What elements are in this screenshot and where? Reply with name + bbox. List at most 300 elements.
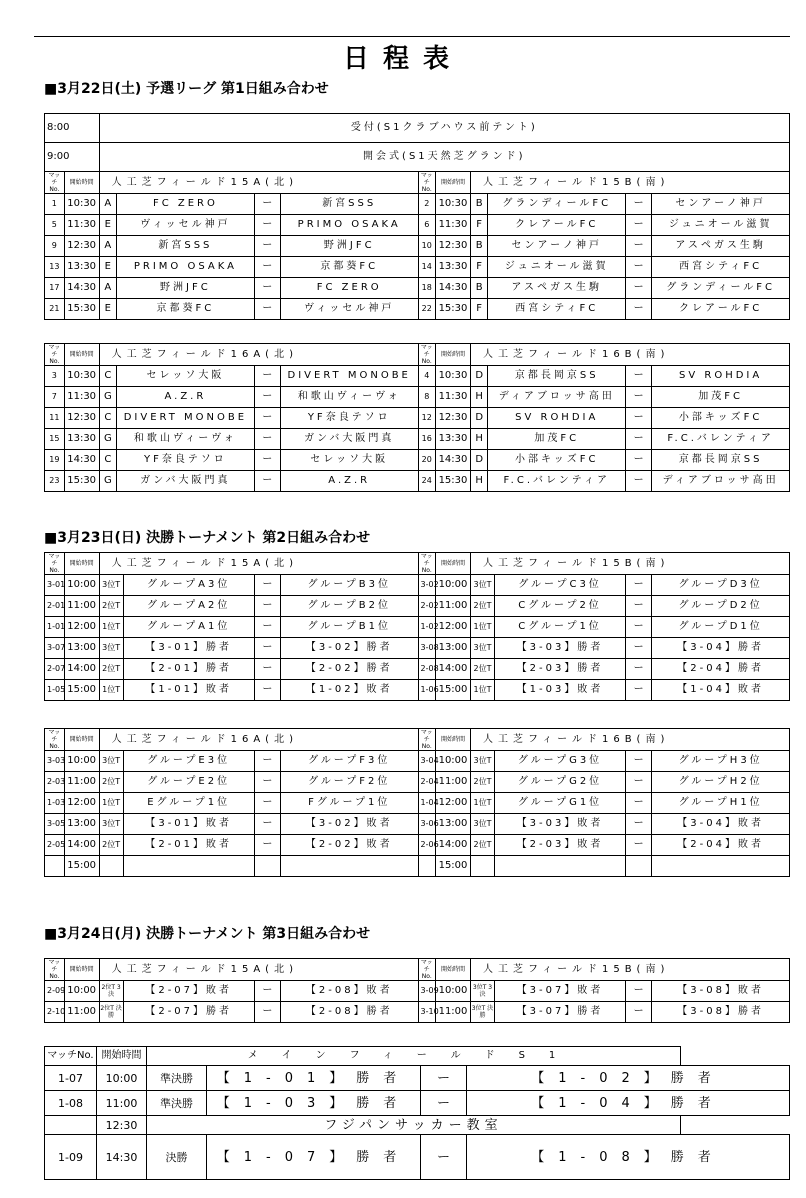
home-team: グループE3位: [123, 751, 254, 772]
versus-dash: ー: [626, 751, 652, 772]
group: B: [470, 278, 487, 299]
match-row: [45, 835, 790, 856]
match-no: 13: [45, 257, 65, 278]
versus-dash: ー: [254, 575, 280, 596]
away-team: 【2-04】敗者: [652, 835, 790, 856]
away-team: SV ROHDIA: [652, 366, 790, 387]
match-no: [45, 1116, 97, 1135]
stage: 決勝: [147, 1135, 207, 1180]
match-no: 16: [418, 429, 435, 450]
group: 1位T: [470, 680, 494, 701]
versus-dash: ー: [421, 1091, 467, 1116]
home-team: Cグループ1位: [495, 617, 626, 638]
match-no: 10: [418, 236, 435, 257]
versus-dash: ー: [254, 387, 280, 408]
match-no-header: マッチNo.: [45, 959, 65, 981]
match-no: 3-01: [45, 575, 65, 596]
away-team: クレアールFC: [652, 299, 790, 320]
day2-table-15: [44, 552, 790, 701]
group: 2位T: [99, 659, 123, 680]
away-team: 【1-02】勝者: [467, 1066, 790, 1091]
group: 2位T: [99, 596, 123, 617]
match-row: [45, 257, 790, 278]
versus-dash: ー: [254, 194, 280, 215]
versus-dash: ー: [626, 680, 652, 701]
day2-heading: ■3月23日(日) 決勝トーナメント 第2日組み合わせ: [44, 530, 371, 546]
home-team: A.Z.R: [117, 387, 255, 408]
match-no: [45, 856, 65, 877]
versus-dash: ー: [626, 471, 652, 492]
home-team: DIVERT MONOBE: [117, 408, 255, 429]
start-time: 10:00: [97, 1066, 147, 1091]
page-title: 日程表: [342, 44, 463, 74]
versus-dash: ー: [626, 387, 652, 408]
group: 3位T: [470, 814, 494, 835]
match-no: 18: [418, 278, 435, 299]
start-time: 15:00: [436, 856, 471, 877]
group: A: [99, 194, 116, 215]
main-header-row: [45, 1047, 790, 1066]
start-time-header: 開始時間: [436, 344, 471, 366]
match-no: 15: [45, 429, 65, 450]
start-time: 11:00: [436, 596, 471, 617]
away-team: ガンバ大阪門真: [280, 429, 418, 450]
group: D: [470, 366, 487, 387]
home-team: PRIMO OSAKA: [117, 257, 255, 278]
home-team: 西宮シティFC: [488, 299, 626, 320]
match-no-header: マッチNo.: [45, 344, 65, 366]
start-time-header: 開始時間: [64, 553, 99, 575]
versus-dash: ー: [626, 236, 652, 257]
match-row: [45, 638, 790, 659]
match-no: 2-05: [45, 835, 65, 856]
away-team: グループH3位: [652, 751, 790, 772]
away-team: [280, 856, 418, 877]
away-team: 【3-04】敗者: [652, 814, 790, 835]
versus-dash: ー: [254, 299, 280, 320]
match-no: 12: [418, 408, 435, 429]
away-team: 【3-04】勝者: [652, 638, 790, 659]
start-time: 11:00: [436, 772, 471, 793]
main-match-row: [45, 1091, 790, 1116]
start-time: 11:30: [64, 215, 99, 236]
main-field-header: メインフィールドS1: [147, 1047, 681, 1066]
group: G: [99, 387, 116, 408]
match-no: 24: [418, 471, 435, 492]
match-row: [45, 366, 790, 387]
home-team: 【3-01】敗者: [123, 814, 254, 835]
match-no: 3-06: [418, 814, 435, 835]
start-time: 12:30: [64, 236, 99, 257]
day2-table-16: [44, 728, 790, 877]
away-team: 【3-02】勝者: [280, 638, 418, 659]
group: 2位T: [99, 772, 123, 793]
away-team: 【3-08】敗者: [652, 981, 790, 1002]
versus-dash: ー: [254, 981, 280, 1002]
away-team: グループB2位: [280, 596, 418, 617]
away-team: 【2-04】勝者: [652, 659, 790, 680]
versus-dash: ー: [254, 236, 280, 257]
away-team: 【2-08】敗者: [280, 981, 418, 1002]
main-match-row: [45, 1135, 790, 1180]
start-time: 13:30: [64, 429, 99, 450]
start-time: 14:30: [436, 278, 471, 299]
home-team: 【1-07】勝者: [207, 1135, 421, 1180]
start-time: 10:00: [64, 575, 99, 596]
match-row: [45, 236, 790, 257]
versus-dash: ー: [626, 793, 652, 814]
group: C: [99, 366, 116, 387]
away-team: 野洲JFC: [280, 236, 418, 257]
start-time: 15:00: [64, 856, 99, 877]
match-no: [418, 856, 435, 877]
start-time: 13:30: [64, 257, 99, 278]
home-team: 【2-01】勝者: [123, 659, 254, 680]
match-no: 1-07: [45, 1066, 97, 1091]
versus-dash: ー: [254, 617, 280, 638]
home-team: 加茂FC: [488, 429, 626, 450]
group: F: [470, 299, 487, 320]
away-team: グランディールFC: [652, 278, 790, 299]
event-time: 9:00: [45, 143, 100, 172]
match-row: [45, 680, 790, 701]
versus-dash: [626, 856, 652, 877]
away-team: 【3-08】勝者: [652, 1002, 790, 1023]
away-team: セレッソ大阪: [280, 450, 418, 471]
match-row: [45, 659, 790, 680]
match-row: [45, 215, 790, 236]
away-team: PRIMO OSAKA: [280, 215, 418, 236]
home-team: セレッソ大阪: [117, 366, 255, 387]
home-team: 【3-07】敗者: [495, 981, 626, 1002]
versus-dash: ー: [254, 638, 280, 659]
header-row: [45, 344, 790, 366]
right-field-header: 人工芝フィールド16B(南): [470, 344, 789, 366]
away-team: 【1-02】敗者: [280, 680, 418, 701]
away-team: 【1-04】勝者: [467, 1091, 790, 1116]
match-no: 2-04: [418, 772, 435, 793]
match-row: [45, 450, 790, 471]
match-no: 17: [45, 278, 65, 299]
match-no: 19: [45, 450, 65, 471]
match-no: 3-08: [418, 638, 435, 659]
away-team: YF奈良テソロ: [280, 408, 418, 429]
group: [470, 856, 494, 877]
away-team: 西宮シティFC: [652, 257, 790, 278]
home-team: 京都葵FC: [117, 299, 255, 320]
away-team: FC ZERO: [280, 278, 418, 299]
event-text: 受付(S1クラブハウス前テント): [99, 114, 789, 143]
start-time: 14:30: [97, 1135, 147, 1180]
away-team: F.C.バレンティア: [652, 429, 790, 450]
match-no: 8: [418, 387, 435, 408]
away-team: ディアブロッサ高田: [652, 471, 790, 492]
start-time: 11:00: [64, 596, 99, 617]
versus-dash: ー: [254, 659, 280, 680]
start-time: 11:30: [436, 387, 471, 408]
right-field-header: 人工芝フィールド15B(南): [470, 959, 789, 981]
header-row: [45, 553, 790, 575]
start-time: 11:30: [64, 387, 99, 408]
match-no: 14: [418, 257, 435, 278]
group: G: [99, 471, 116, 492]
group: 1位T: [99, 617, 123, 638]
versus-dash: ー: [254, 408, 280, 429]
home-team: 【1-01】勝者: [207, 1066, 421, 1091]
group: 2位T 3決: [99, 981, 123, 1002]
home-team: 【2-07】敗者: [123, 981, 254, 1002]
away-team: ヴィッセル神戸: [280, 299, 418, 320]
home-team: SV ROHDIA: [488, 408, 626, 429]
versus-dash: ー: [254, 450, 280, 471]
match-no: 21: [45, 299, 65, 320]
event-row: [45, 114, 790, 143]
match-no: 20: [418, 450, 435, 471]
group: 2位T: [470, 659, 494, 680]
right-field-header: 人工芝フィールド16B(南): [470, 729, 789, 751]
home-team: グループG2位: [495, 772, 626, 793]
home-team: 【3-07】勝者: [495, 1002, 626, 1023]
away-team: [652, 856, 790, 877]
start-time: 10:00: [436, 981, 471, 1002]
away-team: 京都長岡京SS: [652, 450, 790, 471]
start-time: 12:30: [64, 408, 99, 429]
day1-table-16: [44, 343, 790, 492]
match-no: 2-10: [45, 1002, 65, 1023]
home-team: ヴィッセル神戸: [117, 215, 255, 236]
group: 3位T: [470, 638, 494, 659]
match-no: 4: [418, 366, 435, 387]
versus-dash: ー: [254, 366, 280, 387]
match-row: [45, 471, 790, 492]
day3-table: [44, 958, 790, 1023]
header-row: [45, 172, 790, 194]
versus-dash: ー: [626, 772, 652, 793]
versus-dash: ー: [254, 471, 280, 492]
match-no: 1-04: [418, 793, 435, 814]
match-row: [45, 194, 790, 215]
home-team: Eグループ1位: [123, 793, 254, 814]
home-team: 京都長岡京SS: [488, 366, 626, 387]
match-no: 1-03: [45, 793, 65, 814]
stage: 準決勝: [147, 1091, 207, 1116]
group: 2位T: [99, 835, 123, 856]
right-field-header: 人工芝フィールド15B(南): [470, 553, 789, 575]
home-team: アスペガス生駒: [488, 278, 626, 299]
group: 3位T: [470, 751, 494, 772]
away-team: 小部キッズFC: [652, 408, 790, 429]
start-time: 13:00: [64, 814, 99, 835]
versus-dash: ー: [254, 215, 280, 236]
event-time: 8:00: [45, 114, 100, 143]
day1-table: [44, 113, 790, 320]
start-time: 14:00: [64, 835, 99, 856]
main-match-row: [45, 1066, 790, 1091]
away-team: センアーノ神戸: [652, 194, 790, 215]
match-row: [45, 596, 790, 617]
away-team: グループB1位: [280, 617, 418, 638]
day1-heading: ■3月22日(土) 予選リーグ 第1日組み合わせ: [44, 81, 329, 97]
versus-dash: ー: [626, 638, 652, 659]
match-row: [45, 278, 790, 299]
home-team: 【2-07】勝者: [123, 1002, 254, 1023]
home-team: グループE2位: [123, 772, 254, 793]
versus-dash: ー: [626, 981, 652, 1002]
match-row: [45, 408, 790, 429]
match-no: 23: [45, 471, 65, 492]
home-team: 【1-01】敗者: [123, 680, 254, 701]
match-no: 2-01: [45, 596, 65, 617]
start-time: 15:30: [64, 471, 99, 492]
match-row: [45, 793, 790, 814]
match-no-header: マッチNo.: [45, 553, 65, 575]
match-no: 2: [418, 194, 435, 215]
start-time: 14:00: [436, 659, 471, 680]
home-team: グループA2位: [123, 596, 254, 617]
start-time: 15:30: [436, 299, 471, 320]
start-time: 12:00: [64, 793, 99, 814]
group: H: [470, 387, 487, 408]
home-team: ジュニオール滋賀: [488, 257, 626, 278]
match-row: [45, 751, 790, 772]
group: C: [99, 408, 116, 429]
match-no: 3-10: [418, 1002, 435, 1023]
start-time: 15:00: [64, 680, 99, 701]
versus-dash: ー: [626, 617, 652, 638]
away-team: 和歌山ヴィーヴォ: [280, 387, 418, 408]
match-no-header: マッチNo.: [418, 553, 435, 575]
versus-dash: [254, 856, 280, 877]
group: E: [99, 257, 116, 278]
start-time-header: 開始時間: [436, 553, 471, 575]
match-no: 11: [45, 408, 65, 429]
match-no: 2-02: [418, 596, 435, 617]
away-team: グループD1位: [652, 617, 790, 638]
header-row: [45, 729, 790, 751]
match-no-header: マッチNo.: [45, 172, 65, 194]
versus-dash: ー: [254, 278, 280, 299]
start-time: 14:30: [64, 278, 99, 299]
versus-dash: ー: [626, 278, 652, 299]
match-row: [45, 299, 790, 320]
start-time-header: 開始時間: [64, 729, 99, 751]
event-text: 開会式(S1天然芝グランド): [99, 143, 789, 172]
home-team: F.C.バレンティア: [488, 471, 626, 492]
match-no-header: マッチNo.: [418, 959, 435, 981]
home-team: 小部キッズFC: [488, 450, 626, 471]
left-field-header: 人工芝フィールド16A(北): [99, 729, 418, 751]
group: E: [99, 299, 116, 320]
match-row: [45, 387, 790, 408]
match-no: 2-07: [45, 659, 65, 680]
start-time-header: 開始時間: [64, 344, 99, 366]
group: A: [99, 278, 116, 299]
group: [99, 856, 123, 877]
start-time: 10:30: [64, 366, 99, 387]
home-team: 和歌山ヴィーヴォ: [117, 429, 255, 450]
group: 3位T 決勝: [470, 1002, 494, 1023]
match-no: 1: [45, 194, 65, 215]
away-team: グループH1位: [652, 793, 790, 814]
versus-dash: ー: [254, 793, 280, 814]
group: B: [470, 194, 487, 215]
away-team: グループD3位: [652, 575, 790, 596]
versus-dash: ー: [254, 751, 280, 772]
home-team: センアーノ神戸: [488, 236, 626, 257]
away-team: 加茂FC: [652, 387, 790, 408]
group: 1位T: [470, 617, 494, 638]
home-team: ディアブロッサ高田: [488, 387, 626, 408]
group: 2位T: [470, 772, 494, 793]
match-no: 9: [45, 236, 65, 257]
away-team: A.Z.R: [280, 471, 418, 492]
group: D: [470, 408, 487, 429]
start-time-header: 開始時間: [436, 172, 471, 194]
top-rule: [34, 36, 790, 37]
match-row: [45, 1002, 790, 1023]
match-no: 3-02: [418, 575, 435, 596]
match-no: 1-09: [45, 1135, 97, 1180]
versus-dash: ー: [254, 814, 280, 835]
match-no: 2-03: [45, 772, 65, 793]
match-no-header: マッチNo.: [418, 344, 435, 366]
start-time: 15:30: [436, 471, 471, 492]
start-time: 11:00: [64, 1002, 99, 1023]
left-field-header: 人工芝フィールド15A(北): [99, 172, 418, 194]
versus-dash: ー: [254, 680, 280, 701]
versus-dash: ー: [626, 429, 652, 450]
home-team: ガンバ大阪門真: [117, 471, 255, 492]
away-team: アスペガス生駒: [652, 236, 790, 257]
start-time: 10:00: [436, 575, 471, 596]
group: E: [99, 215, 116, 236]
away-team: 京都葵FC: [280, 257, 418, 278]
away-team: ジュニオール滋賀: [652, 215, 790, 236]
start-time: 13:00: [436, 814, 471, 835]
group: H: [470, 429, 487, 450]
start-time: 15:30: [64, 299, 99, 320]
start-time: 12:00: [436, 617, 471, 638]
group: H: [470, 471, 487, 492]
group: 3位T: [99, 751, 123, 772]
start-time: 12:30: [97, 1116, 147, 1135]
group: 1位T: [470, 793, 494, 814]
home-team: グループG1位: [495, 793, 626, 814]
home-team: グループA3位: [123, 575, 254, 596]
versus-dash: ー: [254, 596, 280, 617]
start-time: 10:30: [436, 194, 471, 215]
home-team: 【2-03】敗者: [495, 835, 626, 856]
stage: 準決勝: [147, 1066, 207, 1091]
versus-dash: ー: [626, 450, 652, 471]
versus-dash: ー: [626, 814, 652, 835]
start-time: 10:00: [64, 751, 99, 772]
away-team: 新宮SSS: [280, 194, 418, 215]
match-no: 1-06: [418, 680, 435, 701]
start-time-header: 開始時間: [64, 172, 99, 194]
versus-dash: ー: [254, 835, 280, 856]
home-team: グループA1位: [123, 617, 254, 638]
home-team: 【3-01】勝者: [123, 638, 254, 659]
versus-dash: ー: [254, 429, 280, 450]
match-no: 1-01: [45, 617, 65, 638]
versus-dash: ー: [626, 194, 652, 215]
group: 3位T: [99, 638, 123, 659]
home-team: [123, 856, 254, 877]
versus-dash: ー: [626, 299, 652, 320]
start-time: 15:00: [436, 680, 471, 701]
start-time: 14:00: [436, 835, 471, 856]
